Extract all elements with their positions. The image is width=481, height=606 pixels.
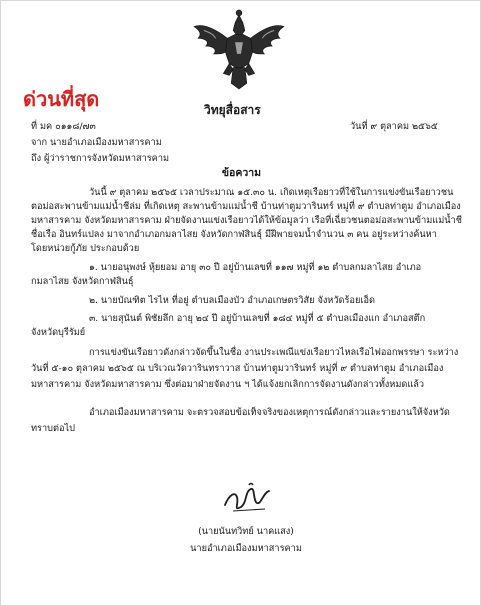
paragraph-line: อำเภอเมืองมหาสารคาม จะตรวจสอบข้อเท็จจริงของเหตุการณ์ดังกล่าวและรายงานให้จังหวัด <box>89 407 450 418</box>
paragraph-line: ทราบต่อไป <box>31 423 75 434</box>
paragraph-line: วันที่ ๕-๑๐ ตุลาคม ๒๕๖๕ ณ บริเวณวัดวารินทราวาส บ้านท่าตูมวารินทร์ หมู่ที่ ๙ ตำบลท่าตูม อำเภอเมือง <box>31 363 444 374</box>
paragraph-line: ตอม่อสะพานข้ามแม่น้ำชีล่ม ที่เกิดเหตุ สะพานข้ามแม่น้ำชี บ้านท่าตูมวารินทร์ หมู่ที่ ๙ ตำบลท่าตูม อำเภอเมือง <box>31 201 461 212</box>
urgency-label: ด่วนที่สุด <box>23 87 100 111</box>
document-date: วันที่ ๙ ตุลาคม ๒๕๖๕ <box>350 121 438 132</box>
document-type-title: วิทยุสื่อสาร <box>204 103 261 117</box>
garuda-emblem-icon <box>190 9 288 91</box>
list-item: ๒. นายบัณฑิต ไรไห ที่อยู่ ตำบลเมืองบัว อำเภอเกษตรวิสัย จังหวัดร้อยเอ็ด <box>89 295 375 306</box>
paragraph-line: มหาสารคาม จังหวัดมหาสารคาม ซึ่งต่อมาฝ่ายจัดงาน ฯ ได้แจ้งยกเลิกการจัดงานดังกล่าวทั้งหมดแล้ว <box>31 379 425 390</box>
paragraph-line: ชื่อเรือ อินทร์แปลง มาจากอำเภอกมลาไสย จังหวัดกาฬสินธุ์ มีฝีพายจมน้ำจำนวน ๓ คน อยู่ระหว่างค้นหา <box>31 229 437 240</box>
signatory-name: (นายนันทวิทย์ นาคแสง) <box>198 526 294 537</box>
list-item: ๓. นายสุนันต์ พิชัยลึก อายุ ๒๔ ปี อยู่บ้านเลขที่ ๑๘๔ หมู่ที่ ๕ ตำบลเมืองแก อำเภอสตึก <box>89 313 426 324</box>
paragraph-line: การแข่งขันเรือยาวดังกล่าวจัดขึ้นในชื่อ งานประเพณีแข่งเรือยาวไหลเรือไฟออกพรรษา ระหว่าง <box>89 347 459 358</box>
paragraph-line: มหาสารคาม จังหวัดมหาสารคาม ฝ่ายจัดงานแข่งเรือยาวได้ให้ข้อมูลว่า เรือที่เฉี่ยวชนตอม่อสะพานข้ามแม่น้ำชี <box>31 215 462 226</box>
list-item: จังหวัดบุรีรัมย์ <box>31 327 86 338</box>
reference-number: ที่ มค ๐๑๑๘/๗๓ <box>31 121 96 132</box>
list-item: ๑. นายอนุพงษ์ หุ้ยยอม อายุ ๓๐ ปี อยู่บ้านเลขที่ ๑๑๗ หมู่ที่ ๑๒ ตำบลกมลาไสย อำเภอ <box>89 262 422 273</box>
recipient-line: ถึง ผู้ว่าราชการจังหวัดมหาสารคาม <box>31 153 170 164</box>
signatory-title: นายอำเภอเมืองมหาสารคาม <box>190 543 302 554</box>
handwritten-signature <box>219 481 277 519</box>
list-item: กมลาไสย จังหวัดกาฬสินธุ์ <box>31 276 134 287</box>
section-heading: ข้อความ <box>221 167 262 179</box>
paragraph-line: โดยหน่วยกู้ภัย ประกอบด้วย <box>31 243 140 254</box>
paragraph-line: วันนี้ ๙ ตุลาคม ๒๕๖๕ เวลาประมาณ ๑๕.๓๐ น. เกิดเหตุเรือยาวที่ใช้ในการแข่งขันเรือยาวชน <box>89 187 454 198</box>
sender-line: จาก นายอำเภอเมืองมหาสารคาม <box>31 137 162 148</box>
